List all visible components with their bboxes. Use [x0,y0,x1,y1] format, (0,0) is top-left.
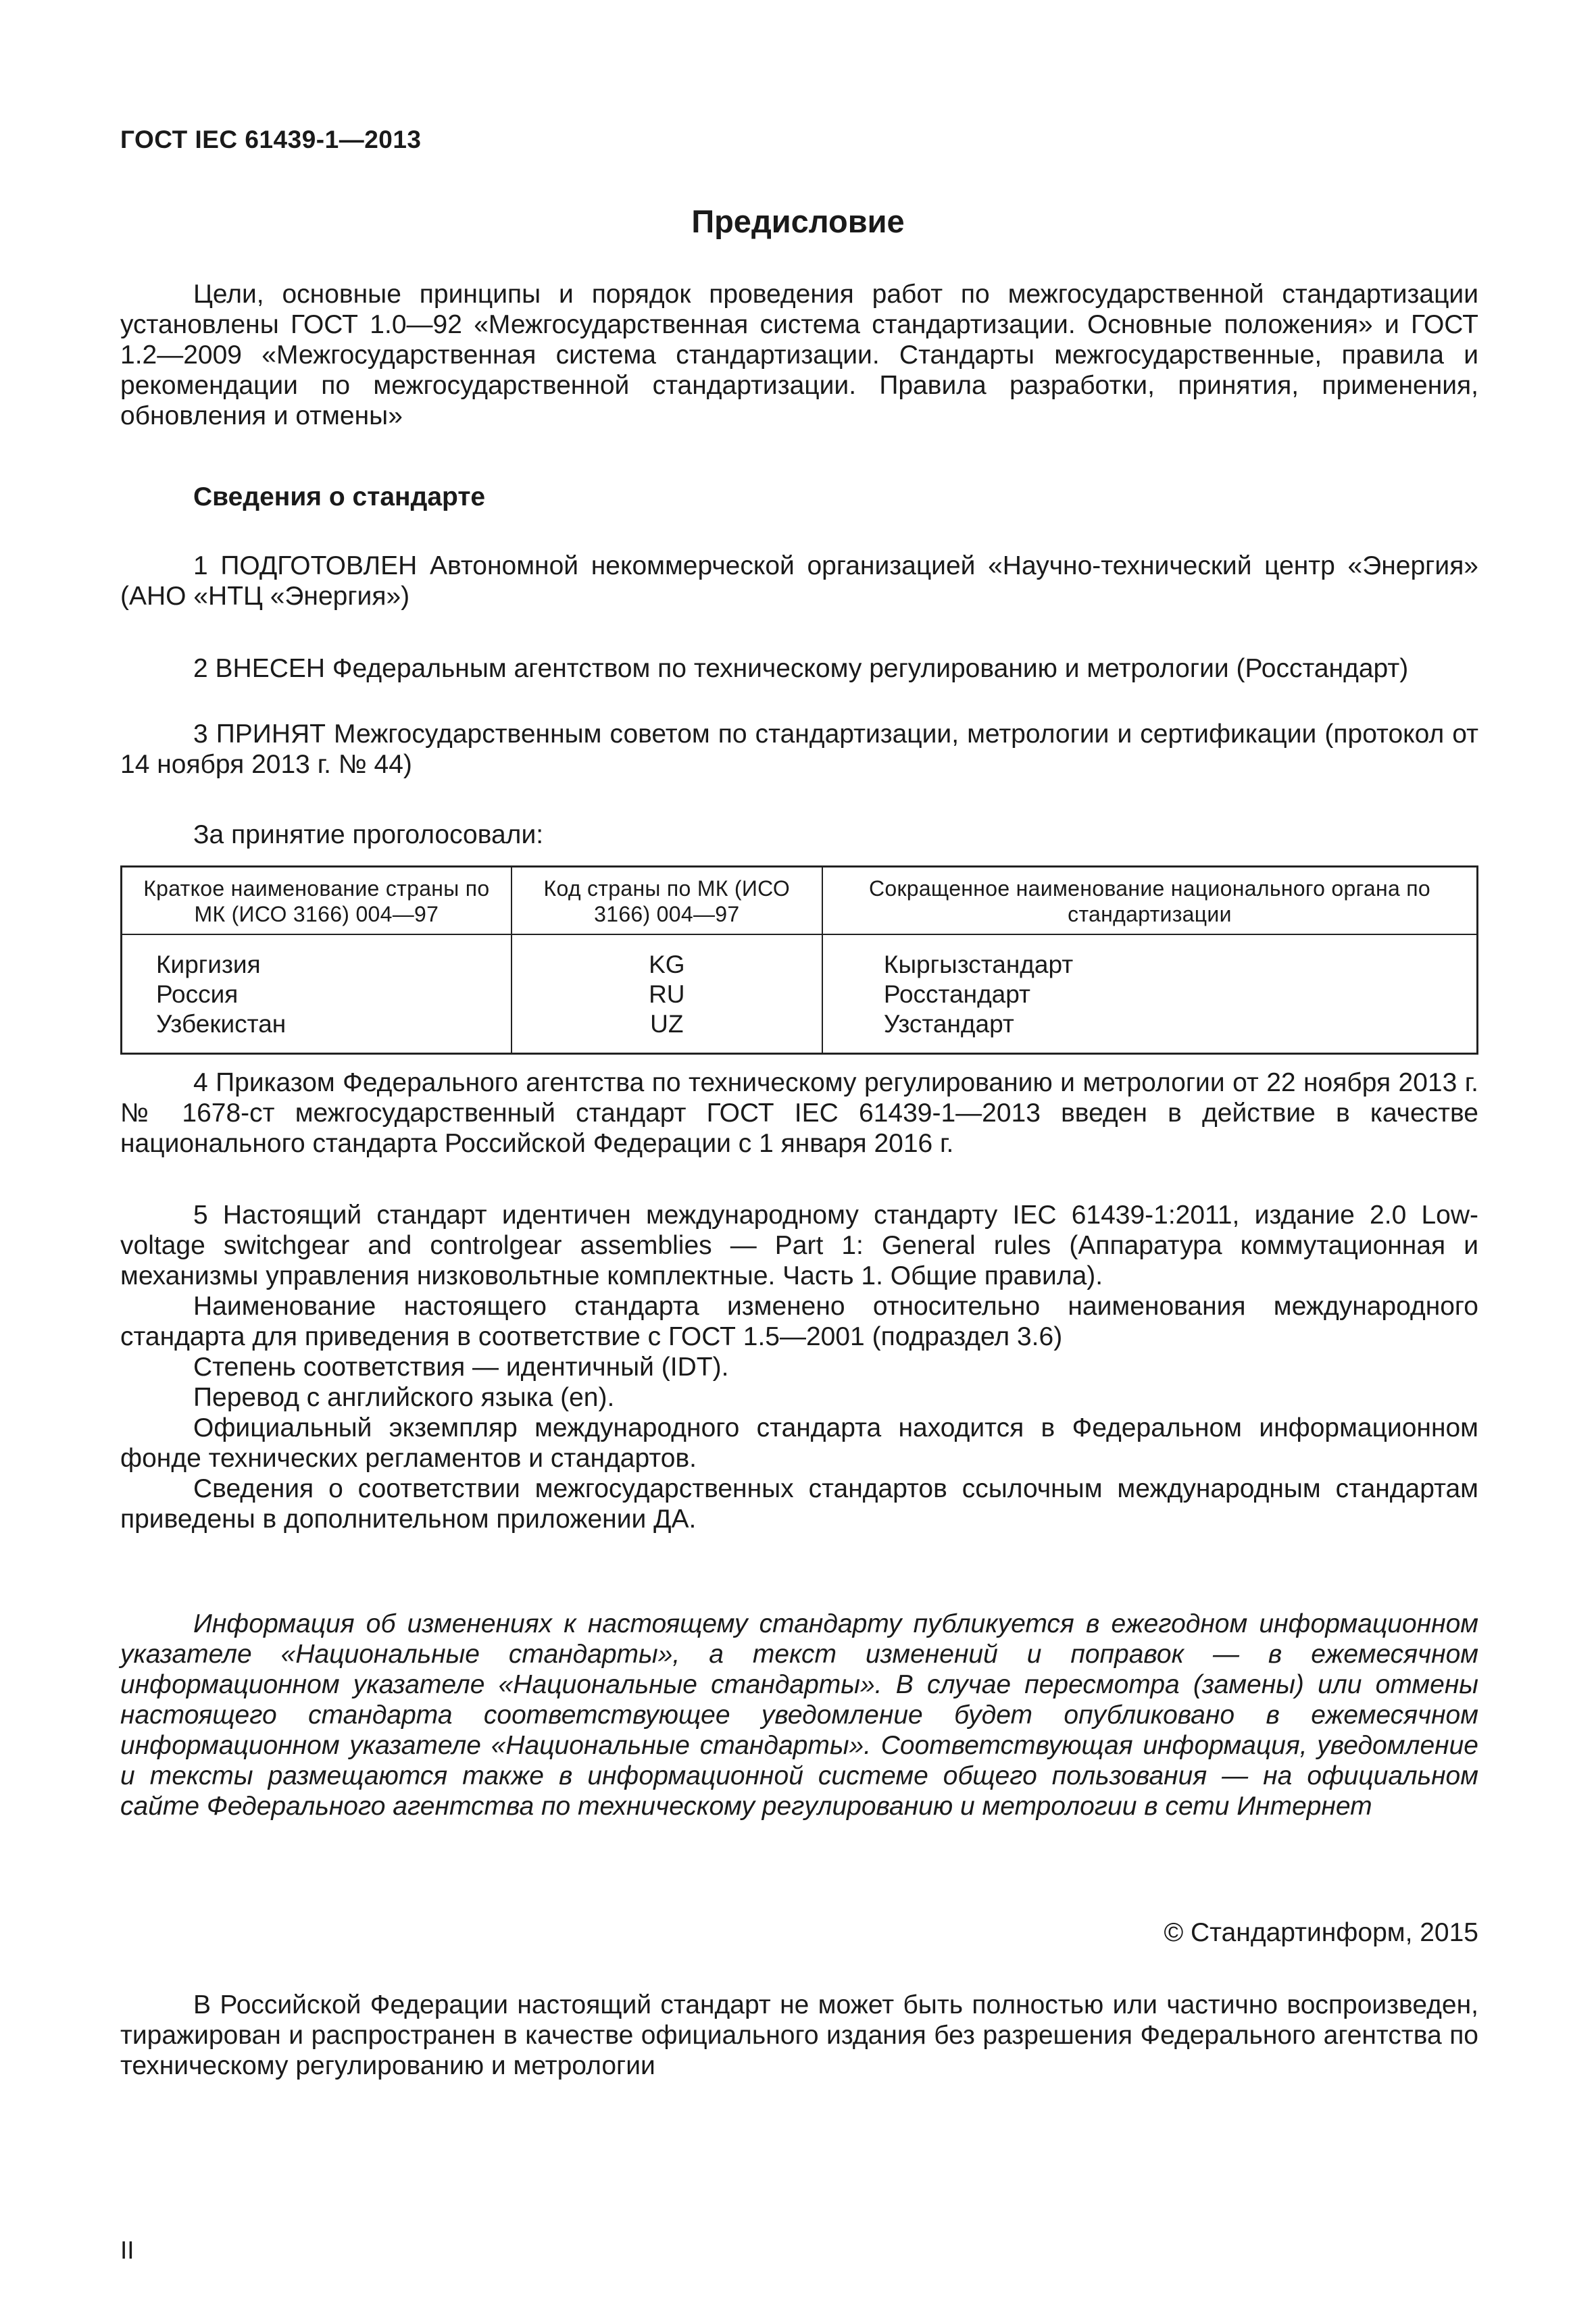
item-prepared: 1 ПОДГОТОВЛЕН Автономной некоммерческой организацией «Научно-технический центр «Энергия» (АНО «НТЦ «Энергия») [120,551,1478,611]
item-order-block [120,1067,1478,1159]
item-identical: 5 Настоящий стандарт идентичен международному стандарту IEC 61439-1:2011, издание 2.0 Low-voltage switchgear and controlgear assemblies — Part 1: General rules (Аппаратура коммутационная и механизмы управления низковольтные комплектные. Часть 1. Общие правила). [120,1201,1478,1290]
voted-label: За принятие проголосовали: [193,820,544,849]
header-country-code: Код страны по МК (ИСО 3166) 004—97 [512,867,822,935]
intro-block [120,279,1478,431]
country-name: Киргизия [122,934,512,980]
item-official-copy: Официальный экземпляр международного стандарта находится в Федеральном информационном фонде технических регламентов и стандартов. [120,1413,1478,1473]
item-name-changed: Наименование настоящего стандарта изменено относительно наименования международного стандарта для приведения в соответствие с ГОСТ 1.5—2001 (подраздел 3.6) [120,1292,1478,1351]
page-title: Предисловие [691,203,905,239]
info-heading: Сведения о стандарте [193,482,486,511]
standard-code-header: ГОСТ IEC 61439-1—2013 [120,126,422,153]
national-body: Росстандарт [883,980,1030,1008]
item-identical-block [120,1200,1478,1534]
item-submitted-block [120,653,1478,684]
info-heading-block [120,482,1478,512]
header-country-name: Краткое наименование страны по МК (ИСО 3166) 004—97 [122,867,512,935]
voted-label-block [120,820,1478,850]
national-body: Узстандарт [883,1010,1014,1038]
country-code: KG [512,934,822,980]
item-prepared-block [120,551,1478,611]
table-row [122,980,1478,1009]
header-national-body: Сокращенное наименование национального органа по стандартизации [822,867,1478,935]
reproduction-notice: В Российской Федерации настоящий стандарт не может быть полностью или частично воспроизведен, тиражирован и распространен в качестве официального издания без разрешения Федерального агентства по техническому регулированию и метрологии [120,1990,1478,2080]
table-row [122,934,1478,980]
changes-notice: Информация об изменениях к настоящему стандарту публикуется в ежегодном информационном указателе «Национальные стандарты», а текст изменений и поправок — в ежемесячном информационном указателе «Национальные стандарты». В случае пересмотра (замены) или отмены настоящего стандарта соответствующее уведомление будет опубликовано в ежемесячном информационном указателе «Национальные стандарты». Соответствующая информация, уведомление и тексты размещаются также в информационной системе общего пользования — на официальном сайте Федерального агентства по техническому регулированию и метрологии в сети Интернет [120,1609,1478,1821]
voting-table [120,865,1478,1055]
country-name: Россия [122,980,512,1009]
country-code: RU [512,980,822,1009]
item-adopted: 3 ПРИНЯТ Межгосударственным советом по стандартизации, метрологии и сертификации (протокол от 14 ноября 2013 г. № 44) [120,720,1478,779]
item-degree: Степень соответствия — идентичный (IDT). [193,1353,729,1382]
country-name: Узбекистан [122,1009,512,1054]
reproduction-notice-block [120,1990,1478,2081]
item-order: 4 Приказом Федерального агентства по техническому регулированию и метрологии от 22 ноября 2013 г. № 1678-ст межгосударственный стандарт ГОСТ IEC 61439-1—2013 введен в действие в качестве национального стандарта Российской Федерации с 1 января 2016 г. [120,1068,1478,1158]
item-submitted: 2 ВНЕСЕН Федеральным агентством по техническому регулированию и метрологии (Росстандарт) [193,654,1409,683]
changes-notice-block [120,1609,1478,1821]
national-body: Кыргызстандарт [883,951,1074,978]
country-code: UZ [512,1009,822,1054]
intro-paragraph: Цели, основные принципы и порядок проведения работ по межгосударственной стандартизации установлены ГОСТ 1.0—92 «Межгосударственная система стандартизации. Основные положения» и ГОСТ 1.2—2009 «Межгосударственная система стандартизации. Стандарты межгосударственные, правила и рекомендации по межгосударственной стандартизации. Правила разработки, принятия, применения, обновления и отмены» [120,280,1478,430]
page-number: II [120,2236,134,2264]
copyright: © Стандартинформ, 2015 [1164,1918,1478,1947]
item-adopted-block [120,719,1478,780]
item-translation: Перевод с английского языка (en). [193,1383,615,1412]
item-references: Сведения о соответствии межгосударственных стандартов ссылочным международным стандартам приведены в дополнительном приложении ДА. [120,1474,1478,1534]
voting-table-header-row [122,867,1478,935]
table-row [122,1009,1478,1054]
